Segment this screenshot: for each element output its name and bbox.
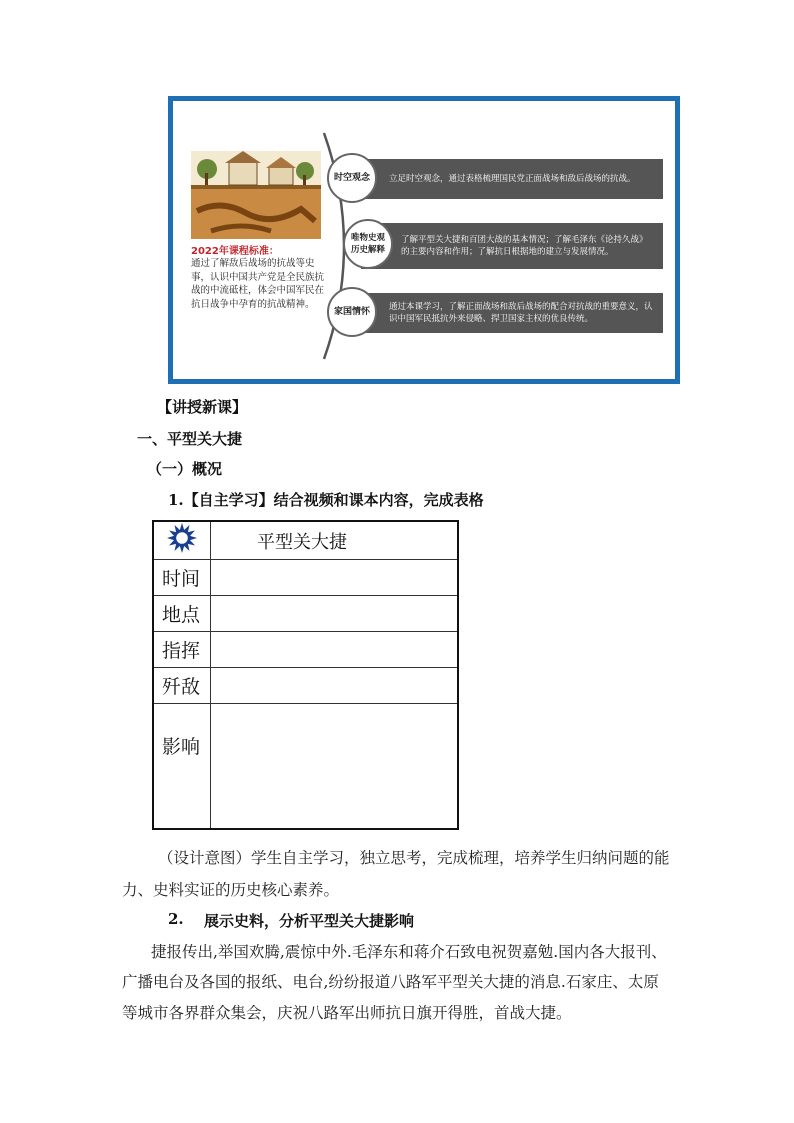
row-label-commander: 指挥	[153, 632, 211, 668]
label-spacetime	[327, 153, 377, 203]
tunnel-warfare-illustration	[191, 151, 321, 239]
label-spacetime-text: 时空观念	[333, 173, 370, 183]
task2-instruction: 展示史料，分析平型关大捷影响	[204, 912, 415, 930]
sun-emblem-icon	[164, 522, 200, 554]
source-line-2: 广播电台及各国的报纸、电台,纷纷报道八路军平型关大捷的消息.石家庄、太原	[122, 973, 659, 991]
pill-patriotism-text: 通过本课学习，了解正面战场和敌后战场的配合对抗战的重要意义，认识中国军民抵抗外来侵略、捍卫国家主权的优良传统。	[389, 302, 653, 324]
row-label-time: 时间	[153, 560, 211, 596]
table-row	[153, 596, 458, 632]
fill-in-table	[152, 520, 459, 830]
answer-cell-commander[interactable]	[211, 632, 459, 668]
row-label-impact: 影响	[153, 704, 211, 830]
answer-cell-time[interactable]	[211, 560, 459, 596]
source-line-3: 等城市各界群众集会，庆祝八路军出师抗日旗开得胜，首战大捷。	[122, 1004, 572, 1022]
section-marker: 【讲授新课】	[157, 398, 248, 416]
pill-materialism-text: 了解平型关大捷和百团大战的基本情况；了解毛泽东《论持久战》的主要内容和作用；了解抗日根据地的建立与发展情况。	[401, 235, 648, 257]
task1-instruction: 1.【自主学习】结合视频和课本内容，完成表格	[168, 491, 484, 509]
table-row	[153, 704, 458, 830]
answer-cell-place[interactable]	[211, 596, 459, 632]
label-patriotism-text: 家国情怀	[333, 307, 370, 317]
row-label-enemy-killed: 歼敌	[153, 668, 211, 704]
heading-pingxingguan: 一、平型关大捷	[137, 430, 243, 448]
row-label-place: 地点	[153, 596, 211, 632]
label-materialism	[343, 219, 393, 269]
table-row	[153, 632, 458, 668]
table-header-row	[153, 521, 458, 560]
source-line-1: 捷报传出,举国欢腾,震惊中外.毛泽东和蒋介石致电祝贺嘉勉.国内各大报刊、	[151, 943, 667, 961]
answer-cell-impact[interactable]	[211, 704, 459, 830]
standard-text: 通过了解敌后战场的抗战等史事，认识中国共产党是全民族抗战的中流砥柱，体会中国军民在抗日战争中孕育的抗战精神。	[191, 258, 325, 310]
label-patriotism	[327, 287, 377, 337]
pill-patriotism	[349, 293, 663, 333]
pill-spacetime-text: 立足时空观念，通过表格梳理国民党正面战场和敌后战场的抗战。	[389, 174, 636, 184]
task2-number: 2.	[168, 910, 184, 928]
label-materialism-text: 唯物史观 历史解释	[350, 233, 385, 255]
standard-title: 2022年课程标准：	[191, 246, 279, 257]
design-intent-line1: （设计意图）学生自主学习，独立思考，完成梳理，培养学生归纳问题的能	[158, 849, 670, 867]
curriculum-standard-figure	[168, 96, 680, 384]
kmt-emblem-cell	[153, 521, 211, 560]
pill-materialism	[361, 223, 663, 269]
table-row	[153, 560, 458, 596]
table-row	[153, 668, 458, 704]
heading-overview: （一）概况	[147, 460, 223, 478]
answer-cell-enemy-killed[interactable]	[211, 668, 459, 704]
table-title: 平型关大捷	[211, 521, 459, 560]
design-intent-line2: 力、史料实证的历史核心素养。	[122, 881, 340, 899]
pill-spacetime	[349, 159, 663, 199]
